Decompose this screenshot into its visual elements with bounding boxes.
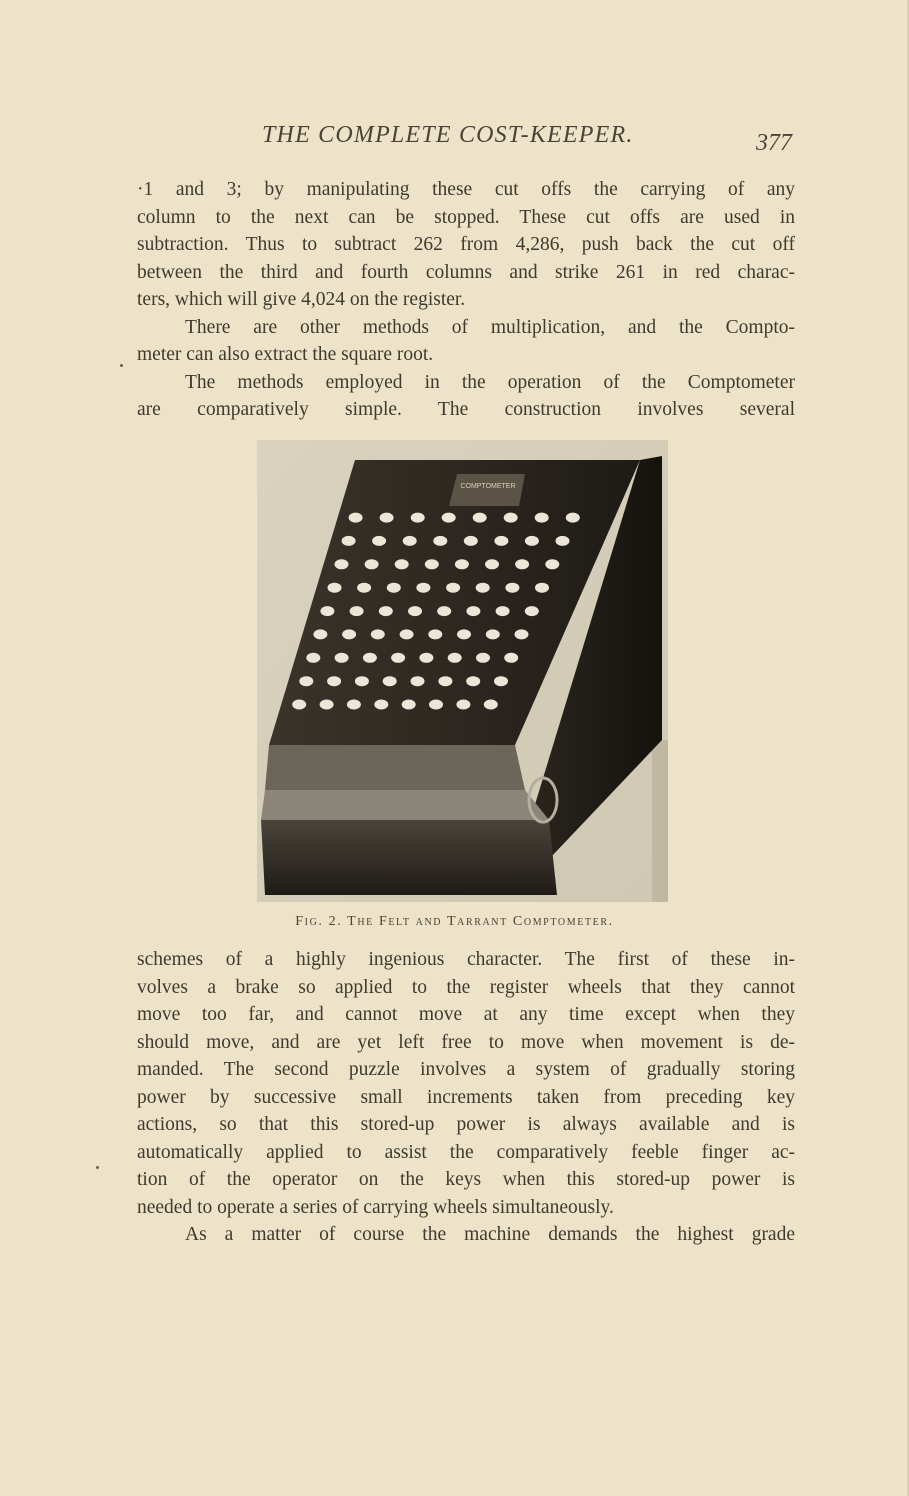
text-line: ters, which will give 4,024 on the register. <box>137 289 466 310</box>
paragraph-2 <box>137 314 795 369</box>
figure-photo <box>257 440 668 902</box>
machine-key <box>372 536 386 546</box>
machine-key <box>313 629 327 639</box>
machine-key <box>456 700 470 710</box>
machine-key <box>320 700 334 710</box>
machine-key <box>494 676 508 686</box>
machine-key <box>433 536 447 546</box>
machine-key <box>335 559 349 569</box>
machine-key <box>320 606 334 616</box>
machine-key <box>350 606 364 616</box>
machine-key <box>525 536 539 546</box>
machine-key <box>411 676 425 686</box>
machine-key <box>380 513 394 523</box>
text-line: manded. The second puzzle involves a system of gradually storing <box>137 1059 795 1080</box>
machine-key <box>438 676 452 686</box>
machine-key <box>328 583 342 593</box>
machine-key <box>457 629 471 639</box>
stray-mark <box>120 364 123 367</box>
paragraph-1 <box>137 176 795 314</box>
text-line: power by successive small increments taken from preceding key <box>137 1086 795 1108</box>
text-line: column to the next can be stopped. These cut offs are used in <box>137 206 795 228</box>
machine-key <box>400 629 414 639</box>
machine-key <box>556 536 570 546</box>
machine-key <box>484 700 498 710</box>
text-line: volves a brake so applied to the register wheels that they cannot <box>137 976 795 998</box>
machine-key <box>383 676 397 686</box>
machine-key <box>545 559 559 569</box>
text-line: meter can also extract the square root. <box>137 344 434 365</box>
text-line: There are other methods of multiplication, and the Compto- <box>185 316 795 338</box>
machine-key <box>535 513 549 523</box>
text-line: schemes of a highly ingenious character. The first of these in- <box>137 949 795 970</box>
machine-key <box>473 513 487 523</box>
machine-key <box>411 513 425 523</box>
text-line: actions, so that this stored-up power is always available and is <box>137 1114 795 1135</box>
machine-key <box>374 700 388 710</box>
machine-key <box>504 653 518 663</box>
machine-key <box>442 513 456 523</box>
machine-key <box>395 559 409 569</box>
register-strip <box>265 745 525 790</box>
paragraph-4 <box>137 946 795 1221</box>
machine-key <box>429 700 443 710</box>
text-line: move too far, and cannot move at any time except when they <box>137 1004 795 1025</box>
machine-key <box>476 583 490 593</box>
machine-key <box>416 583 430 593</box>
comptometer-illustration <box>257 440 668 902</box>
machine-key <box>466 606 480 616</box>
figure-caption: Fig. 2. The Felt and Tarrant Comptometer. <box>295 914 614 929</box>
machine-key <box>402 700 416 710</box>
machine-key <box>403 536 417 546</box>
machine-key <box>515 629 529 639</box>
machine-key <box>342 536 356 546</box>
nameplate <box>449 474 525 506</box>
machine-key <box>535 583 549 593</box>
machine-key <box>342 629 356 639</box>
text-line: are comparatively simple. The construction involves several <box>137 399 795 420</box>
machine-key <box>485 559 499 569</box>
machine-key <box>437 606 451 616</box>
machine-key <box>335 653 349 663</box>
page-number: 377 <box>756 130 792 156</box>
text-line: The methods employed in the operation of the Comptometer <box>185 371 795 393</box>
machine-key <box>486 629 500 639</box>
text-line: subtraction. Thus to subtract 262 from 4,286, push back the cut off <box>137 234 795 255</box>
machine-key <box>292 700 306 710</box>
text-line: ·1 and 3; by manipulating these cut offs the carrying of any <box>137 179 795 200</box>
running-title: THE COMPLETE COST-KEEPER. <box>262 122 634 148</box>
machine-key <box>494 536 508 546</box>
nameplate-text: COMPTOMETER <box>460 483 516 490</box>
paragraph-5 <box>137 1221 795 1249</box>
machine-key <box>496 606 510 616</box>
machine-key <box>448 653 462 663</box>
text-line: between the third and fourth columns and strike 261 in red charac- <box>137 261 795 283</box>
machine-key <box>365 559 379 569</box>
machine-key <box>347 700 361 710</box>
machine-key <box>379 606 393 616</box>
text-line: needed to operate a series of carrying wheels simultaneously. <box>137 1196 614 1218</box>
machine-front <box>261 820 557 895</box>
page-header <box>0 118 909 158</box>
machine-key <box>355 676 369 686</box>
photo-shadow <box>652 740 668 902</box>
machine-key <box>419 653 433 663</box>
machine-key <box>357 583 371 593</box>
register-wheels <box>261 790 549 820</box>
machine-key <box>446 583 460 593</box>
machine-key <box>349 513 363 523</box>
stray-mark <box>96 1166 99 1169</box>
machine-key <box>408 606 422 616</box>
machine-key <box>306 653 320 663</box>
machine-key <box>464 536 478 546</box>
machine-key <box>425 559 439 569</box>
machine-key <box>371 629 385 639</box>
machine-key <box>455 559 469 569</box>
machine-key <box>363 653 377 663</box>
machine-key <box>515 559 529 569</box>
machine-key <box>387 583 401 593</box>
text-line: should move, and are yet left free to move when movement is de- <box>137 1031 795 1053</box>
machine-key <box>327 676 341 686</box>
paragraph-3 <box>137 369 795 424</box>
text-line: As a matter of course the machine demands the highest grade <box>185 1224 795 1245</box>
text-line: automatically applied to assist the comparatively feeble finger ac- <box>137 1141 795 1163</box>
machine-key <box>566 513 580 523</box>
machine-key <box>505 583 519 593</box>
machine-key <box>504 513 518 523</box>
machine-key <box>299 676 313 686</box>
machine-key <box>525 606 539 616</box>
machine-key <box>391 653 405 663</box>
machine-key <box>466 676 480 686</box>
text-line: tion of the operator on the keys when this stored-up power is <box>137 1169 795 1190</box>
machine-key <box>476 653 490 663</box>
machine-key <box>428 629 442 639</box>
